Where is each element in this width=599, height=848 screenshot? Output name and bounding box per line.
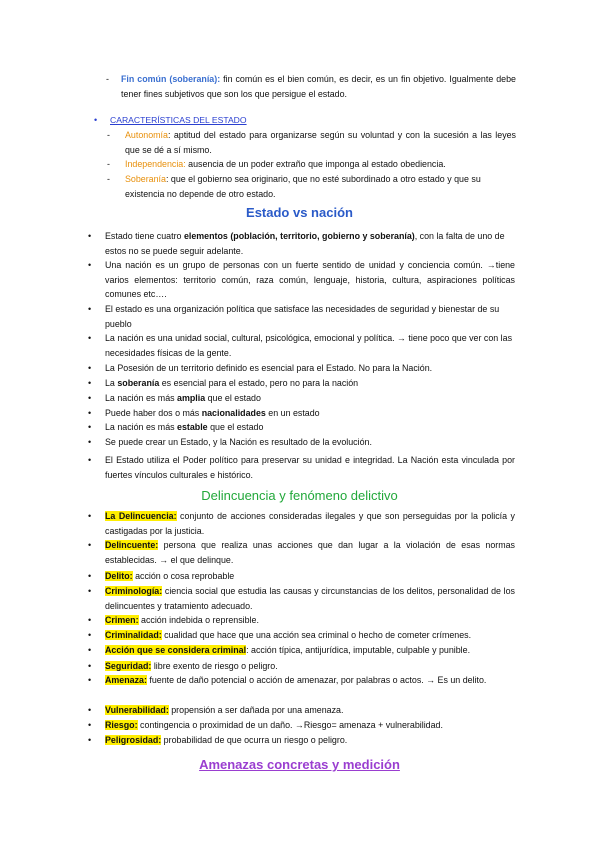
item-text: La nación es más: [105, 422, 178, 432]
estado-nacion-item: Una nación es un grupo de personas con un fuerte sentido de unidad y conciencia común. →tiene varios elementos: territorio común, raza común, lenguaje, historia, cultura, aspiraciones políticas comunes etc….: [105, 260, 515, 299]
term-label: Vulnerabilidad:: [105, 705, 169, 715]
estado-nacion-item: El estado es una organización política que satisface las necesidades de seguridad y bienestar de su pueblo: [105, 304, 500, 329]
term-definition: acción o cosa reprobable: [132, 571, 235, 581]
delincuencia-item: [105, 718, 515, 733]
term-definition: cualidad que hace que una acción sea criminal o hecho de cometer crímenes.: [161, 630, 472, 640]
item-text: que el estado: [205, 393, 261, 403]
bullet: •: [88, 408, 92, 418]
item-text: es esencial para el estado, pero no para la nación: [159, 378, 359, 388]
term-label: Riesgo:: [105, 720, 138, 730]
bullet: •: [88, 615, 92, 625]
bullet: •: [88, 511, 92, 521]
estado-nacion-item: [105, 229, 515, 258]
bullet: •: [88, 735, 92, 745]
caracteristica-text: : aptitud del estado para organizarse según su voluntad y con la sucesión a las leyes que se dé a sí mismo.: [125, 130, 516, 155]
item-bold: elementos (población, territorio, gobierno y soberanía): [183, 231, 415, 241]
estado-nacion-item: [105, 406, 515, 421]
term-label: Delito:: [105, 571, 133, 581]
term-definition: persona que realiza unas acciones que dan lugar a la violación de esas normas establecidas. → el que delinque.: [105, 540, 515, 565]
item-text: Estado tiene cuatro: [105, 231, 184, 241]
caracteristicas-heading: CARACTERÍSTICAS DEL ESTADO: [110, 115, 247, 125]
caracteristica-item: [125, 128, 516, 157]
delincuencia-item: [105, 509, 515, 538]
estado-nacion-heading: Estado vs nación: [246, 205, 353, 220]
item-text: , con la falta de uno de estos no se puede seguir adelante.: [105, 231, 505, 256]
dash-marker: -: [107, 159, 110, 169]
delincuencia-item: [105, 643, 515, 658]
amenazas-heading: Amenazas concretas y medición: [199, 757, 400, 772]
term-label: Criminología:: [105, 586, 163, 596]
estado-nacion-item: [105, 420, 515, 435]
caracteristica-text: : que el gobierno sea originario, que no esté subordinado a otro estado y que su existencia no depende de otro estado.: [125, 174, 481, 199]
bullet: •: [88, 393, 92, 403]
bullet: •: [88, 378, 92, 388]
fin-comun-text: fin común es el bien común, es decir, es un fin objetivo. Igualmente debe tener fines subjetivos que son los que persigue el estado.: [121, 74, 516, 99]
bullet: •: [88, 437, 92, 447]
delincuencia-item: [105, 673, 515, 688]
delincuencia-item: [105, 613, 515, 628]
caracteristica-item: [125, 172, 516, 201]
caracteristica-label: Soberanía: [125, 174, 166, 184]
bullet: •: [88, 333, 92, 343]
item-text: La nación es más: [105, 393, 178, 403]
dash-marker: -: [107, 174, 110, 184]
delincuencia-item: [105, 584, 515, 613]
bullet: •: [88, 260, 92, 270]
bullet: •: [88, 720, 92, 730]
term-label: Criminalidad:: [105, 630, 162, 640]
item-text: en un estado: [265, 408, 320, 418]
estado-nacion-item: La nación es una unidad social, cultural, psicológica, emocional y política. → tiene poco que ver con las necesidades físicas de la gente.: [105, 333, 513, 358]
bullet: •: [88, 630, 92, 640]
term-definition: : acción típica, antijurídica, imputable, culpable y punible.: [246, 645, 471, 655]
term-label: Amenaza:: [105, 675, 147, 685]
delincuencia-item: [105, 538, 515, 567]
estado-nacion-item: La Posesión de un territorio definido es esencial para el Estado. No para la Nación.: [105, 363, 433, 373]
term-label: La Delincuencia:: [105, 511, 177, 521]
bullet: •: [88, 705, 92, 715]
bullet: •: [88, 422, 92, 432]
delincuencia-heading: Delincuencia y fenómeno delictivo: [201, 488, 398, 503]
bullet: •: [88, 645, 92, 655]
item-text: La: [105, 378, 118, 388]
bullet: •: [88, 540, 92, 550]
term-label: Acción que se considera criminal: [105, 645, 247, 655]
caracteristica-text: ausencia de un poder extraño que imponga al estado obediencia.: [185, 159, 446, 169]
item-bold: amplia: [177, 393, 206, 403]
delincuencia-item: [105, 659, 515, 674]
term-definition: probabilidad de que ocurra un riesgo o peligro.: [161, 735, 348, 745]
item-text: que el estado: [207, 422, 264, 432]
item-bold: nacionalidades: [201, 408, 266, 418]
bullet: •: [88, 231, 92, 241]
bullet: •: [88, 661, 92, 671]
bullet: •: [88, 304, 92, 314]
caracteristica-item: [125, 157, 516, 172]
estado-nacion-item: El Estado utiliza el Poder político para preservar su unidad e integridad. La Nación esta vinculada por fuertes vínculos culturales e histórico.: [105, 455, 515, 480]
term-definition: fuente de daño potencial o acción de amenazar, por palabras o actos. → Es un delito.: [146, 675, 487, 685]
estado-nacion-item: [105, 391, 515, 406]
term-definition: ciencia social que estudia las causas y circunstancias de los delitos, personalidad de los delincuentes y tratamiento adecuado.: [105, 586, 515, 611]
term-label: Seguridad:: [105, 661, 152, 671]
dash-marker: -: [106, 74, 109, 84]
estado-nacion-item: Se puede crear un Estado, y la Nación es resultado de la evolución.: [105, 437, 372, 447]
term-definition: conjunto de acciones consideradas ilegales y que son perseguidas por la policía y castigadas por la justicia.: [105, 511, 515, 536]
delincuencia-item: [105, 703, 515, 718]
delincuencia-item: [105, 733, 515, 748]
caracteristica-label: Independencia:: [125, 159, 186, 169]
dash-marker: -: [107, 130, 110, 140]
term-definition: libre exento de riesgo o peligro.: [151, 661, 278, 671]
term-label: Delincuente:: [105, 540, 159, 550]
item-text: Puede haber dos o más: [105, 408, 202, 418]
bullet: •: [88, 571, 92, 581]
delincuencia-item: [105, 569, 515, 584]
bullet: •: [88, 675, 92, 685]
estado-nacion-item: [105, 376, 515, 391]
blue-bullet: •: [94, 115, 98, 125]
bullet: •: [88, 363, 92, 373]
item-bold: estable: [177, 422, 208, 432]
term-label: Crimen:: [105, 615, 139, 625]
fin-comun-label: Fin común (soberanía):: [121, 74, 221, 84]
bullet: •: [88, 455, 92, 465]
term-definition: acción indebida o reprensible.: [138, 615, 259, 625]
term-definition: propensión a ser dañada por una amenaza.: [168, 705, 344, 715]
term-label: Peligrosidad:: [105, 735, 162, 745]
caracteristica-label: Autonomía: [125, 130, 168, 140]
delincuencia-item: [105, 628, 515, 643]
fin-comun-item: [121, 72, 516, 101]
bullet: •: [88, 586, 92, 596]
term-definition: contingencia o proximidad de un daño. →Riesgo= amenaza + vulnerabilidad.: [137, 720, 443, 730]
item-bold: soberanía: [117, 378, 160, 388]
